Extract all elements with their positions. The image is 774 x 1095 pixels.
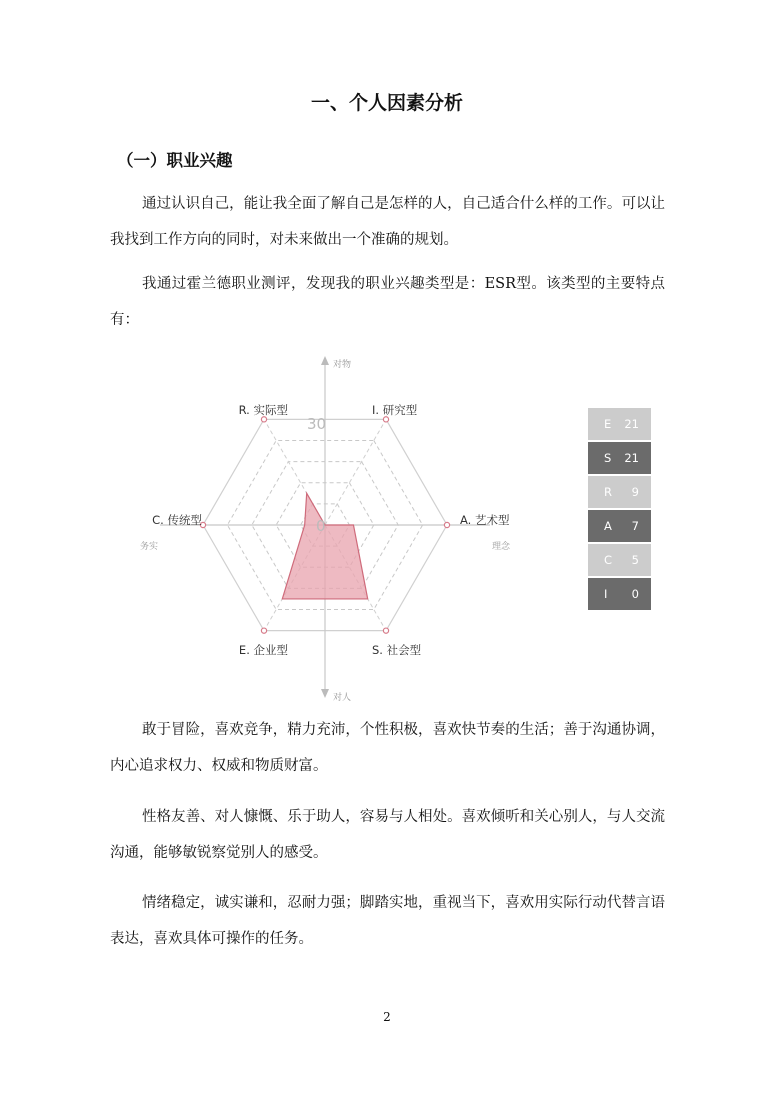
section-title: （一）职业兴趣 [117, 151, 233, 170]
radar-vertex-dot [444, 522, 449, 527]
radar-axis-label: S. 社会型 [372, 643, 422, 657]
legend-row [588, 476, 651, 508]
legend-value: 21 [624, 417, 639, 431]
radar-scale-max: 30 [307, 415, 327, 433]
legend-value: 0 [631, 587, 639, 601]
legend-letter: S [604, 451, 612, 465]
legend-row [588, 442, 651, 474]
holland-radar-chart [120, 350, 540, 710]
radar-vertex-dot [261, 417, 266, 422]
radar-direction-label: 理念 [492, 542, 511, 552]
legend-row [588, 578, 651, 610]
radar-axis-label: E. 企业型 [238, 643, 288, 657]
score-legend [588, 408, 651, 612]
radar-axis-label: C. 传统型 [152, 513, 202, 527]
paragraph-trait-s: 性格友善、对人慷慨、乐于助人，容易与人相处。喜欢倾听和关心别人，与人交流沟通，能够敏锐察觉别人的感受。 [110, 809, 665, 861]
radar-direction-label: 务实 [139, 542, 158, 552]
radar-direction-label: 对人 [333, 693, 352, 703]
page-number: 2 [383, 1010, 391, 1024]
radar-axis-label: A. 艺术型 [460, 513, 510, 527]
radar-direction-label: 对物 [333, 360, 352, 370]
radar-scale-zero: 0 [316, 517, 326, 535]
legend-value: 9 [631, 485, 639, 499]
radar-spoke [325, 419, 386, 525]
legend-value: 21 [624, 451, 639, 465]
radar-axis-label: R. 实际型 [238, 403, 288, 417]
radar-axis-label: I. 研究型 [372, 403, 418, 417]
legend-row [588, 544, 651, 576]
legend-letter: E [604, 417, 612, 431]
legend-letter: A [604, 519, 612, 533]
radar-vertex-dot [383, 628, 388, 633]
legend-letter: C [604, 553, 613, 567]
radar-vertex-dot [261, 628, 266, 633]
legend-letter: I [604, 587, 608, 601]
paragraph-trait-e: 敢于冒险，喜欢竞争，精力充沛，个性积极，喜欢快节奏的生活；善于沟通协调，内心追求权力、权威和物质财富。 [110, 722, 665, 774]
legend-row [588, 408, 651, 440]
axis-arrow-up-icon [321, 356, 329, 365]
paragraph-intro: 通过认识自己，能让我全面了解自己是怎样的人，自己适合什么样的工作。可以让我找到工作方向的同时，对未来做出一个准确的规划。 [110, 196, 665, 248]
legend-value: 5 [631, 553, 639, 567]
axis-arrow-down-icon [321, 689, 329, 698]
paragraph-trait-r: 情绪稳定，诚实谦和，忍耐力强；脚踏实地，重视当下，喜欢用实际行动代替言语表达，喜欢具体可操作的任务。 [110, 895, 665, 947]
legend-value: 7 [631, 519, 639, 533]
radar-vertex-dot [383, 417, 388, 422]
legend-letter: R [604, 485, 612, 499]
page-heading: 一、个人因素分析 [310, 92, 463, 114]
legend-row [588, 510, 651, 542]
paragraph-test-result: 我通过霍兰德职业测评，发现我的职业兴趣类型是：ESR型。该类型的主要特点有： [110, 276, 665, 328]
